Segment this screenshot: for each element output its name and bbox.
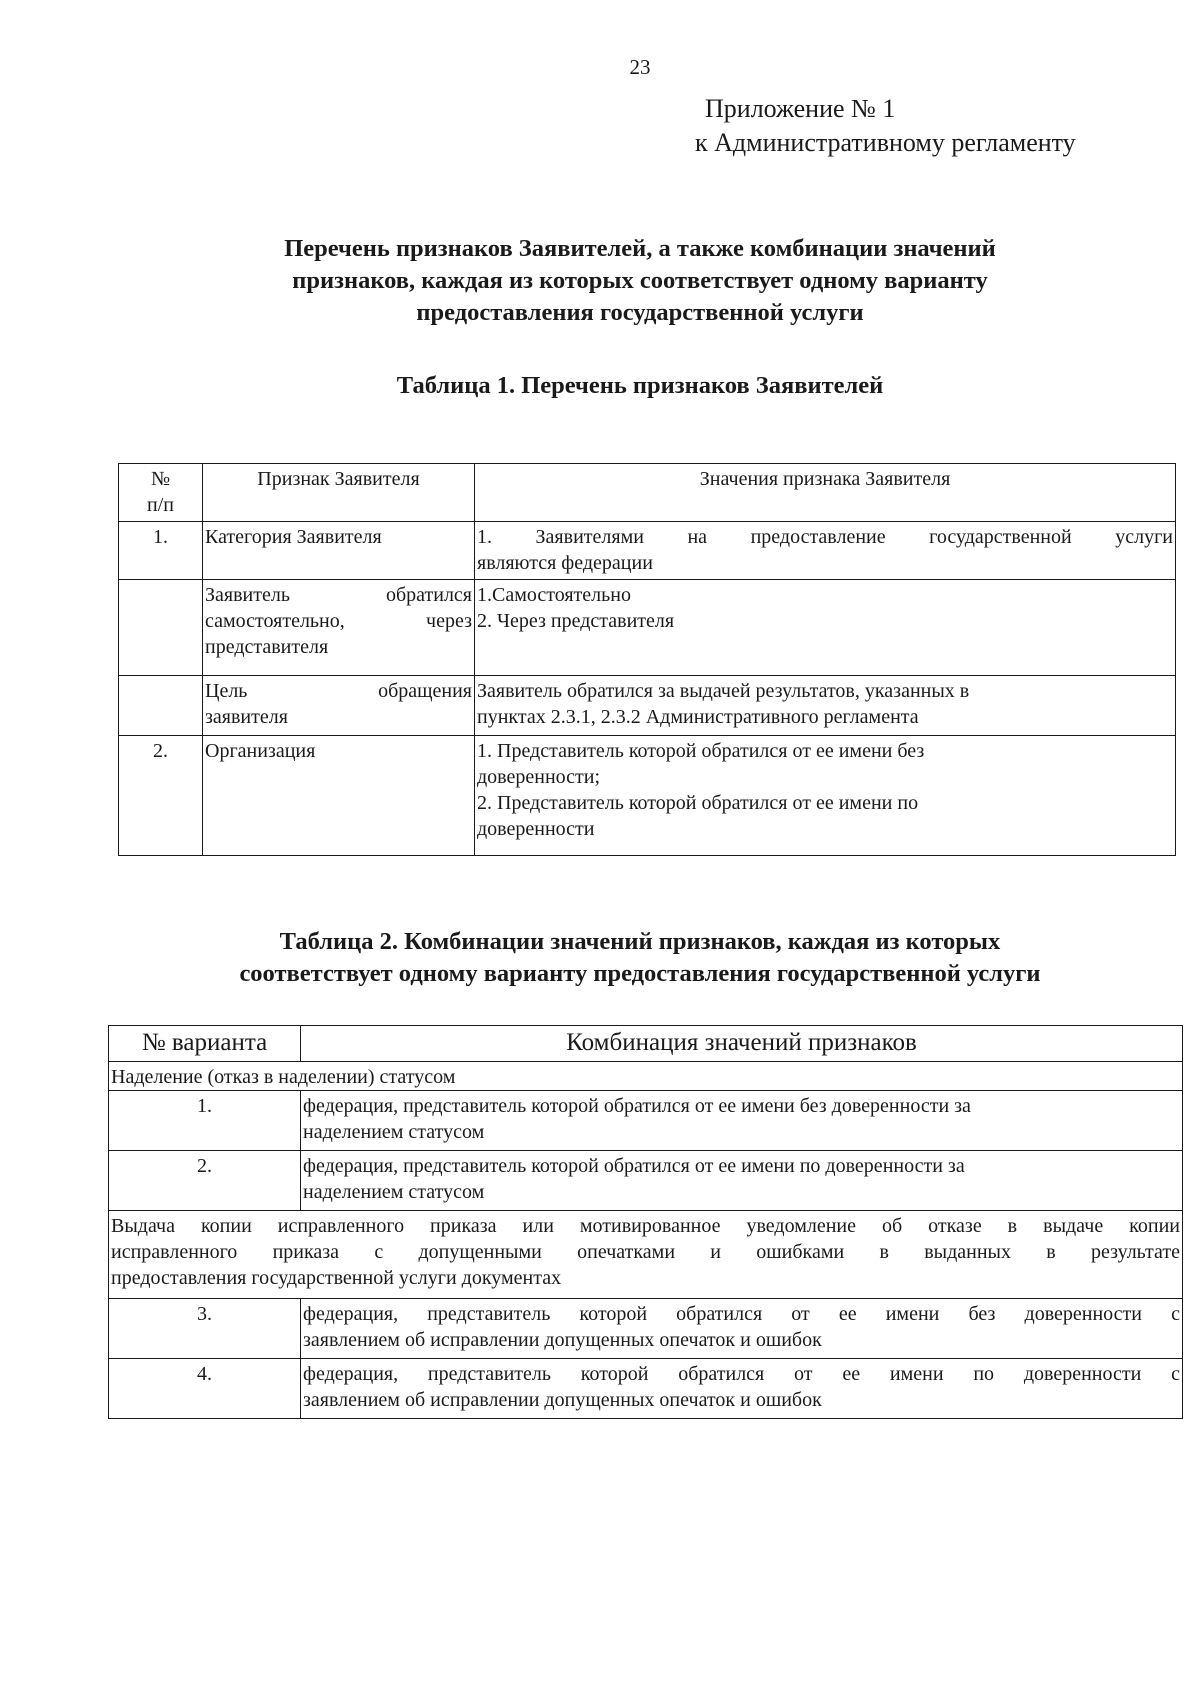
- row-sign: [203, 676, 475, 736]
- title-line-2: признаков, каждая из которых соответствует одному варианту: [292, 267, 988, 294]
- variant-num: 2.: [109, 1151, 301, 1211]
- table-row: [109, 1091, 1183, 1151]
- value-line: 2. Представитель которой обратился от ее имени по: [477, 792, 919, 814]
- value-line: 1.Самостоятельно: [477, 584, 631, 606]
- table2-title-line-1: Таблица 2. Комбинации значений признаков, каждая из которых: [279, 928, 1001, 955]
- header-sign: Признак Заявителя: [203, 464, 475, 522]
- combination-line: федерация, представитель которой обратился от ее имени без доверенности за: [303, 1095, 971, 1117]
- table-row: [109, 1299, 1183, 1359]
- table-header-row: [109, 1026, 1183, 1062]
- row-sign: Организация: [203, 736, 475, 856]
- value-line: доверенности: [477, 818, 595, 840]
- value-line: 1. Заявителями на предоставление государственной услуги: [477, 526, 1173, 548]
- row-values: [475, 580, 1176, 676]
- header-combination: Комбинация значений признаков: [301, 1026, 1183, 1062]
- header-num-l2: п/п: [147, 494, 174, 516]
- appendix-line-1: Приложение № 1: [705, 94, 896, 123]
- row-values: [475, 522, 1176, 580]
- combination-line: федерация, представитель которой обратился от ее имени без доверенности с: [303, 1303, 1180, 1325]
- row-sign: Категория Заявителя: [203, 522, 475, 580]
- sign-line: представителя: [205, 636, 329, 658]
- title-line-1: Перечень признаков Заявителей, а также комбинации значений: [284, 235, 996, 262]
- section-row: [109, 1211, 1183, 1299]
- section-line: Выдача копии исправленного приказа или мотивированное уведомление об отказе в выдаче копии: [111, 1215, 1180, 1237]
- variant-num: 3.: [109, 1299, 301, 1359]
- section-line: предоставления государственной услуги документах: [111, 1267, 562, 1289]
- table-row: [119, 736, 1176, 856]
- row-num: 1.: [119, 522, 203, 580]
- section-row: [109, 1062, 1183, 1091]
- combination-line: заявлением об исправлении допущенных опечаток и ошибок: [303, 1329, 822, 1351]
- table-row: [119, 522, 1176, 580]
- appendix-caption: [695, 92, 1076, 160]
- combination-line: наделением статусом: [303, 1181, 485, 1203]
- value-line: являются федерации: [477, 552, 653, 574]
- section-line: исправленного приказа с допущенными опечатками и ошибками в выданных в результате: [111, 1241, 1180, 1263]
- header-values: Значения признака Заявителя: [475, 464, 1176, 522]
- table-row: [109, 1359, 1183, 1419]
- sign-line: самостоятельно, через: [205, 610, 472, 632]
- page-number: 23: [629, 55, 651, 79]
- table-row: [119, 676, 1176, 736]
- combination-line: федерация, представитель которой обратился от ее имени по доверенности за: [303, 1155, 965, 1177]
- table2-title-line-2: соответствует одному варианту предоставления государственной услуги: [239, 960, 1041, 987]
- table-row: [119, 580, 1176, 676]
- variant-combination: [301, 1359, 1183, 1419]
- variant-combination: [301, 1091, 1183, 1151]
- section-title: Наделение (отказ в наделении) статусом: [109, 1062, 1183, 1091]
- value-line: Заявитель обратился за выдачей результатов, указанных в: [477, 680, 970, 702]
- table-variant-combinations: [108, 1025, 1183, 1419]
- table1-title: Таблица 1. Перечень признаков Заявителей: [396, 372, 884, 399]
- value-line: 2. Через представителя: [477, 610, 675, 632]
- sign-line: Цель обращения: [205, 680, 472, 702]
- row-values: [475, 676, 1176, 736]
- document-title: [140, 233, 1140, 329]
- header-num: [119, 464, 203, 522]
- table-applicant-signs: [118, 463, 1176, 856]
- title-line-3: предоставления государственной услуги: [416, 299, 864, 326]
- row-num: [119, 676, 203, 736]
- row-values: [475, 736, 1176, 856]
- row-num: [119, 580, 203, 676]
- section-title: [109, 1211, 1183, 1299]
- header-num-l1: №: [150, 468, 171, 490]
- combination-line: заявлением об исправлении допущенных опечаток и ошибок: [303, 1389, 822, 1411]
- row-num: 2.: [119, 736, 203, 856]
- header-variant: № варианта: [109, 1026, 301, 1062]
- appendix-line-2: к Административному регламенту: [695, 128, 1076, 157]
- table-row: [109, 1151, 1183, 1211]
- sign-line: Заявитель обратился: [205, 584, 472, 606]
- value-line: 1. Представитель которой обратился от ее имени без: [477, 740, 925, 762]
- variant-combination: [301, 1151, 1183, 1211]
- variant-num: 1.: [109, 1091, 301, 1151]
- sign-line: заявителя: [205, 706, 288, 728]
- variant-num: 4.: [109, 1359, 301, 1419]
- variant-combination: [301, 1299, 1183, 1359]
- row-sign: [203, 580, 475, 676]
- value-line: доверенности;: [477, 766, 601, 788]
- combination-line: федерация, представитель которой обратился от ее имени по доверенности с: [303, 1363, 1180, 1385]
- value-line: пунктах 2.3.1, 2.3.2 Административного регламента: [477, 706, 919, 728]
- combination-line: наделением статусом: [303, 1121, 485, 1143]
- table-header-row: [119, 464, 1176, 522]
- table2-title: [140, 926, 1140, 990]
